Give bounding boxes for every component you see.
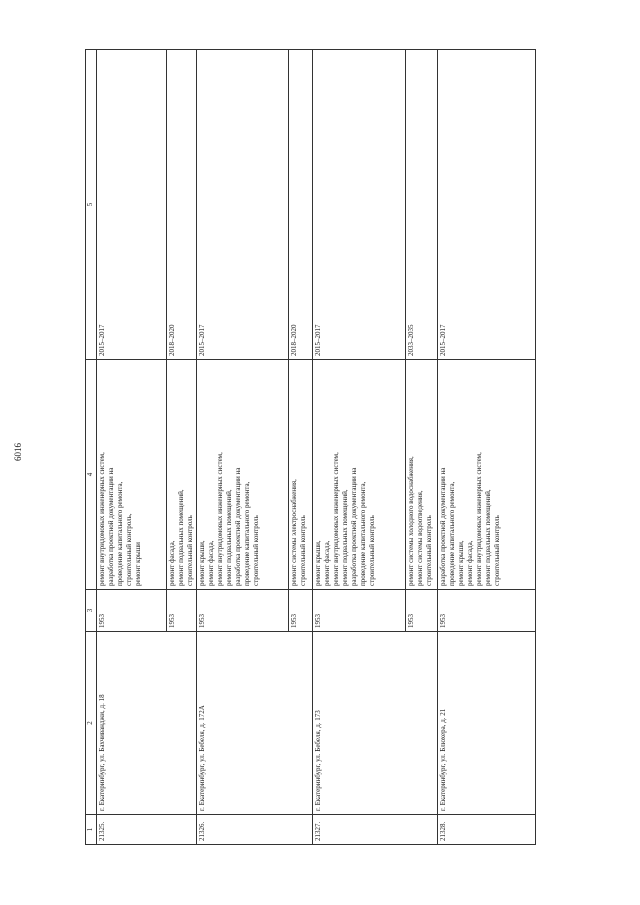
row-works: ремонт крыши, ремонт фасада, ремонт внутридомовых инженерных систем, ремонт подвальных помещений, разработка проектной документации на проведение капитального ремонта, строительный контроль	[313, 360, 406, 590]
row-year: 1953	[313, 590, 406, 632]
row-period: 2015–2017	[197, 50, 289, 360]
row-works: ремонт системы холодного водоснабжения, ремонт системы водоотведения, строительный контроль	[406, 360, 438, 590]
row-period: 2015–2017	[438, 50, 536, 360]
row-address: г. Екатеринбург, ул. Бахчиванджи, д. 18	[97, 632, 197, 815]
table-row	[97, 50, 167, 845]
table-row	[438, 50, 536, 845]
table-row	[313, 50, 406, 845]
row-works: ремонт крыши, ремонт фасада, ремонт внутридомовых инженерных систем, ремонт подвальных помещений, разработка проектной документации на проведение капитального ремонта, строительный контроль	[197, 360, 289, 590]
header-cell-1: 1	[86, 815, 97, 845]
row-works: разработка проектной документации на проведение капитального ремонта, ремонт крыши, ремонт фасада, ремонт внутридомовых инженерных систем, ремонт подвальных помещений, строительный контроль	[438, 360, 536, 590]
repair-schedule-table	[85, 49, 536, 845]
row-address: г. Екатеринбург, ул. Бебеля, д. 173	[313, 632, 438, 815]
row-period: 2015–2017	[313, 50, 406, 360]
header-cell-2: 2	[86, 632, 97, 815]
header-cell-3: 3	[86, 590, 97, 632]
row-year: 1953	[438, 590, 536, 632]
row-year: 1953	[97, 590, 167, 632]
table-row	[197, 50, 289, 845]
row-number: 21328.	[438, 815, 536, 845]
row-period: 2015–2017	[97, 50, 167, 360]
page-number: 6016	[13, 443, 23, 461]
row-period: 2033–2035	[406, 50, 438, 360]
row-year: 1953	[289, 590, 313, 632]
header-cell-5: 5	[86, 50, 97, 360]
rotated-table-frame	[85, 50, 530, 845]
row-year: 1953	[197, 590, 289, 632]
row-period: 2018–2020	[167, 50, 197, 360]
row-number: 21325.	[97, 815, 197, 845]
header-cell-4: 4	[86, 360, 97, 590]
row-address: г. Екатеринбург, ул. Бебеля, д. 172А	[197, 632, 313, 815]
row-works: ремонт системы электроснабжения, строительный контроль	[289, 360, 313, 590]
header-row	[86, 50, 97, 845]
row-year: 1953	[167, 590, 197, 632]
row-number: 21327.	[313, 815, 438, 845]
row-year: 1953	[406, 590, 438, 632]
row-works: ремонт фасада, ремонт подвальных помещений, строительный контроль	[167, 360, 197, 590]
row-period: 2018–2020	[289, 50, 313, 360]
row-number: 21326.	[197, 815, 313, 845]
row-address: г. Екатеринбург, ул. Блюхера, д. 21	[438, 632, 536, 815]
row-works: ремонт внутридомовых инженерных систем, разработка проектной документации на проведение капитального ремонта, строительный контроль, ремонт крыши	[97, 360, 167, 590]
